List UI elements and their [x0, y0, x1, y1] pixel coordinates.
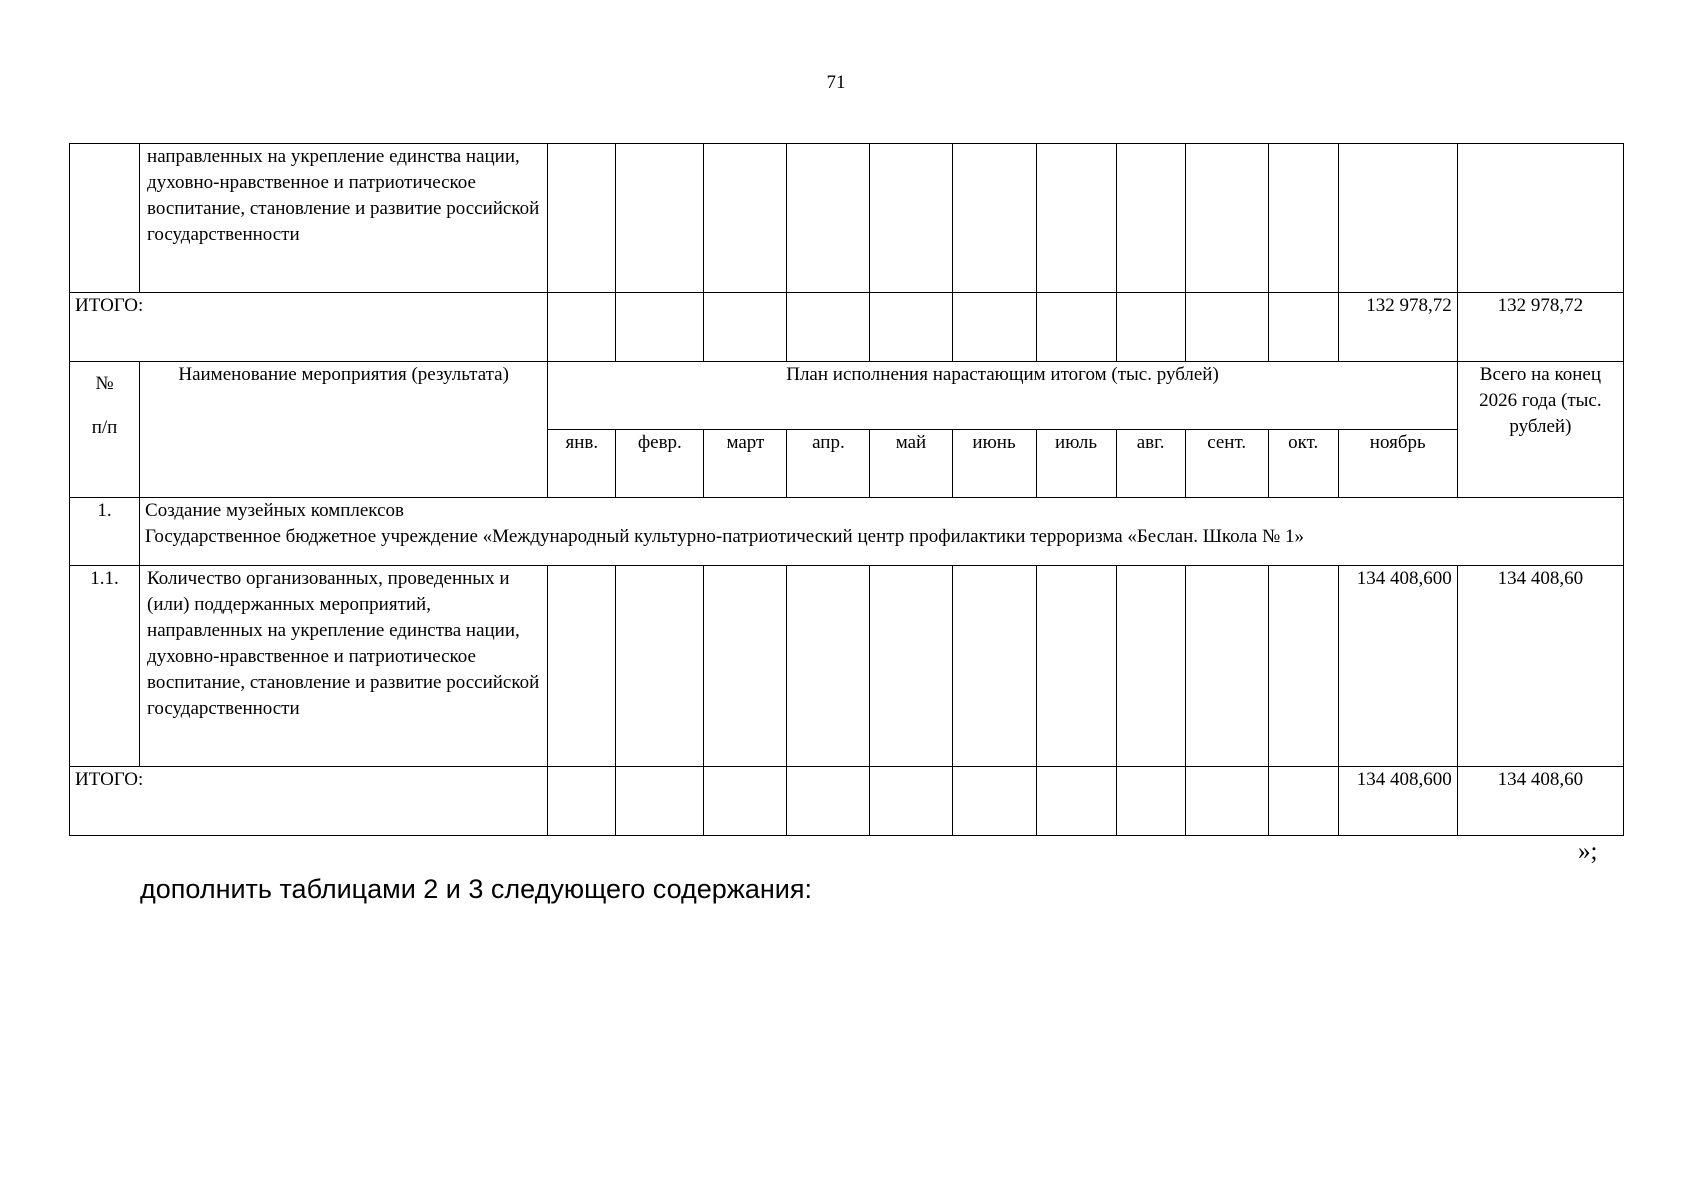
cell-feb: [616, 293, 704, 362]
cell-mar: [704, 144, 787, 293]
header-no: № п/п: [70, 362, 140, 498]
cell-oct: [1268, 293, 1338, 362]
header-name: Наименование мероприятия (результата): [140, 362, 548, 498]
cell-may: [870, 144, 952, 293]
table-row-continuation: [70, 144, 1624, 293]
cell-feb: [616, 767, 704, 836]
cell-apr: [787, 566, 870, 767]
month-oct: окт.: [1268, 430, 1338, 498]
item-name: Количество организованных, проведенных и (или) поддержанных мероприятий, направленных на укрепление единства нации, духовно-нравственное и патриотическое воспитание, становление и развитие российской государственности: [140, 566, 548, 767]
cell-apr: [787, 144, 870, 293]
month-apr: апр.: [787, 430, 870, 498]
total-label: ИТОГО:: [70, 767, 548, 836]
month-nov: ноябрь: [1338, 430, 1457, 498]
closing-quote: »;: [1578, 838, 1598, 865]
cell-oct: [1268, 566, 1338, 767]
cell-nov: [1338, 144, 1457, 293]
cell-total-value: 132 978,72: [1457, 293, 1623, 362]
cell-jun: [952, 767, 1036, 836]
item-no: 1.1.: [70, 566, 140, 767]
cell-no: [70, 144, 140, 293]
item-total-value: 134 408,60: [1457, 566, 1623, 767]
month-feb: февр.: [616, 430, 704, 498]
cell-feb: [616, 144, 704, 293]
section-subtitle: Государственное бюджетное учреждение «Международный культурно-патриотический центр профилактики терроризма «Беслан. Школа № 1»: [145, 526, 1304, 547]
header-plan: План исполнения нарастающим итогом (тыс. рублей): [548, 362, 1457, 430]
cell-nov-value: 132 978,72: [1338, 293, 1457, 362]
total2-total-value: 134 408,60: [1457, 767, 1623, 836]
cell-sep: [1185, 566, 1268, 767]
cell-sep: [1185, 293, 1268, 362]
cell-jan: [548, 144, 616, 293]
section-title: Создание музейных комплексов: [145, 500, 404, 521]
cell-feb: [616, 566, 704, 767]
cell-mar: [704, 767, 787, 836]
header-total: Всего на конец 2026 года (тыс. рублей): [1457, 362, 1623, 498]
plan-table: [69, 143, 1624, 836]
cell-jun: [952, 293, 1036, 362]
cell-sep: [1185, 767, 1268, 836]
month-jul: июль: [1036, 430, 1116, 498]
amendment-paragraph: дополнить таблицами 2 и 3 следующего содержания:: [140, 874, 812, 904]
table-row-item: [70, 566, 1624, 767]
section-no: 1.: [70, 498, 140, 566]
cell-may: [870, 566, 952, 767]
month-jun: июнь: [952, 430, 1036, 498]
cell-aug: [1116, 566, 1185, 767]
cell-mar: [704, 293, 787, 362]
cell-jan: [548, 767, 616, 836]
cell-apr: [787, 767, 870, 836]
table-row-total-2: [70, 767, 1624, 836]
month-aug: авг.: [1116, 430, 1185, 498]
table-row-section: [70, 498, 1624, 566]
cell-jul: [1036, 767, 1116, 836]
cell-jan: [548, 293, 616, 362]
table-row-total-1: [70, 293, 1624, 362]
item-nov-value: 134 408,600: [1338, 566, 1457, 767]
cell-jun: [952, 144, 1036, 293]
continuation-name: направленных на укрепление единства нации, духовно-нравственное и патриотическое воспитание, становление и развитие российской государственности: [147, 146, 540, 245]
month-may: май: [870, 430, 952, 498]
total-label: ИТОГО:: [70, 293, 548, 362]
cell-aug: [1116, 293, 1185, 362]
cell-aug: [1116, 767, 1185, 836]
cell-total: [1457, 144, 1623, 293]
cell-aug: [1116, 144, 1185, 293]
section-text: [140, 498, 1624, 566]
cell-oct: [1268, 767, 1338, 836]
cell-name: [140, 144, 548, 293]
table-header-row: [70, 362, 1624, 430]
cell-jul: [1036, 566, 1116, 767]
cell-sep: [1185, 144, 1268, 293]
cell-jul: [1036, 144, 1116, 293]
cell-apr: [787, 293, 870, 362]
cell-jun: [952, 566, 1036, 767]
cell-jul: [1036, 293, 1116, 362]
page-number: 71: [826, 72, 846, 93]
cell-mar: [704, 566, 787, 767]
month-jan: янв.: [548, 430, 616, 498]
month-mar: март: [704, 430, 787, 498]
cell-may: [870, 767, 952, 836]
cell-jan: [548, 566, 616, 767]
total2-nov-value: 134 408,600: [1338, 767, 1457, 836]
month-sep: сент.: [1185, 430, 1268, 498]
cell-may: [870, 293, 952, 362]
cell-oct: [1268, 144, 1338, 293]
